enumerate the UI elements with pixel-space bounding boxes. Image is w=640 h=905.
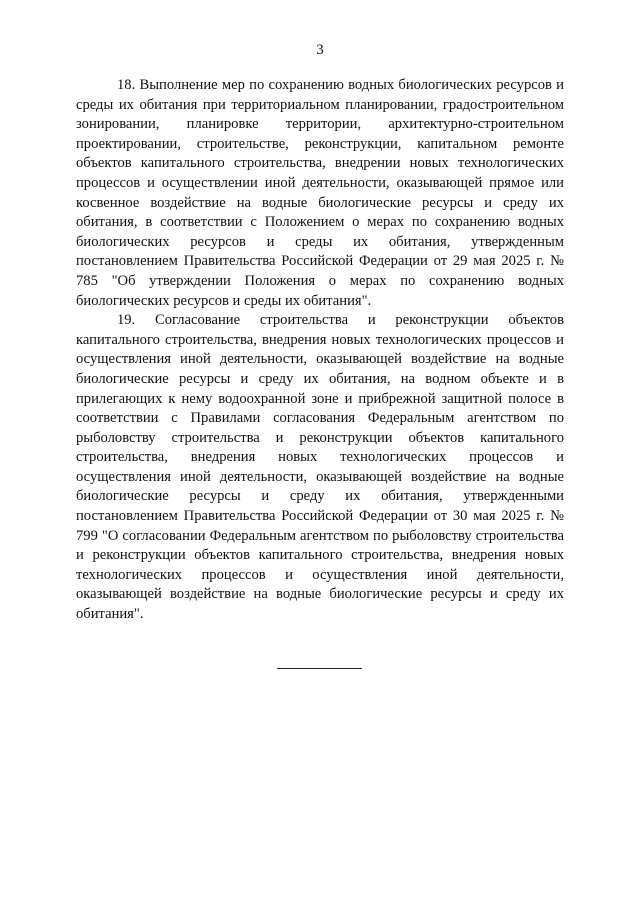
paragraph-18: 18. Выполнение мер по сохранению водных биологических ресурсов и среды их обитания при территориальном планировании, градостроительном зонировании, планировке территории, архитектурно-строительном проектировании, строительстве, реконструкции, капитальном ремонте объектов капитального строительства, внедрении новых технологических процессов и осуществлении иной деятельности, оказывающей прямое или косвенное воздействие на водные биологические ресурсы и среду их обитания, в соответствии с Положением о мерах по сохранению водных биологических ресурсов и среды их обитания, утвержденным постановлением Правительства Российской Федерации от 29 мая 2025 г. № 785 "Об утверждении Положения о мерах по сохранению водных биологических ресурсов и среды их обитания". [76, 77, 564, 309]
page-number: 3 [316, 42, 324, 58]
paragraph-19: 19. Согласование строительства и реконструкции объектов капитального строительства, внедрения новых технологических процессов и осуществления иной деятельности, оказывающей воздействие на водные биологические ресурсы и среду их обитания, на водном объекте и в прилегающих к нему водоохранной зоне и прибрежной защитной полосе в соответствии с Правилами согласования Федеральным агентством по рыболовству строительства и реконструкции объектов капитального строительства, внедрения новых технологических процессов и осуществления иной деятельности, оказывающей воздействие на водные биологические ресурсы и среду их обитания, утвержденными постановлением Правительства Российской Федерации от 30 мая 2025 г. № 799 "О согласовании Федеральным агентством по рыболовству строительства и реконструкции объектов капитального строительства, внедрения новых технологических процессов и осуществления иной деятельности, оказывающей воздействие на водные биологические ресурсы и среду их обитания". [76, 312, 564, 623]
end-of-text-divider [277, 668, 362, 669]
document-body [76, 76, 564, 625]
